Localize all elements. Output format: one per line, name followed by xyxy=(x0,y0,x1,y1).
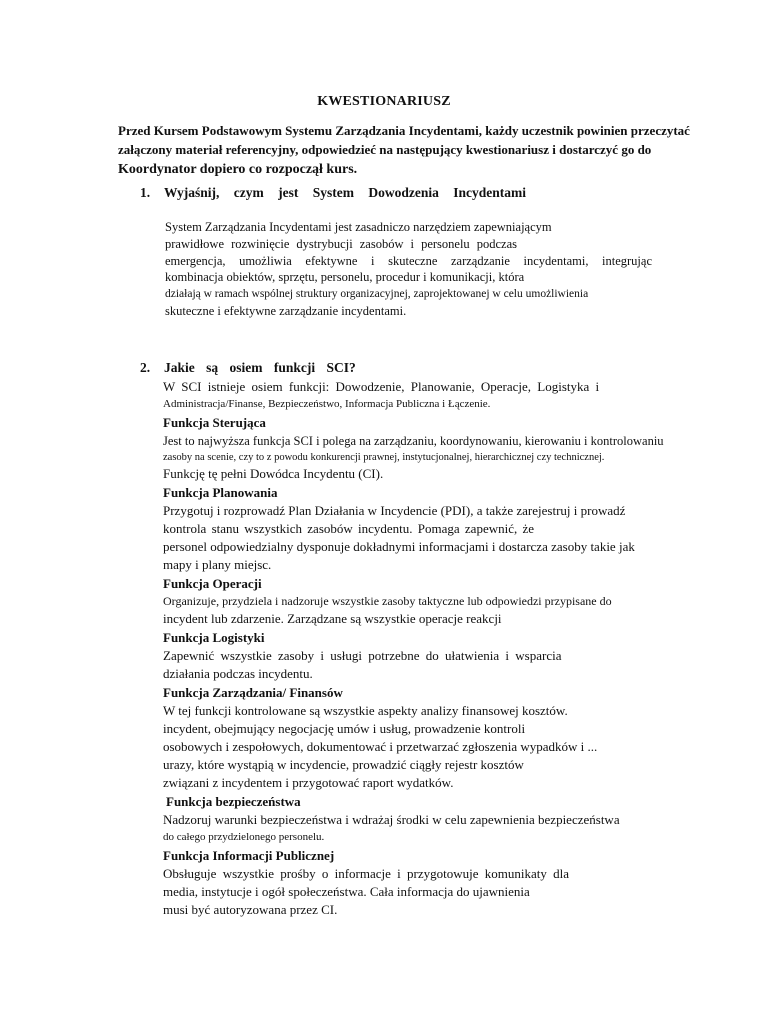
intro-line: Koordynator dopiero co rozpoczął kurs. xyxy=(118,162,358,177)
function-heading: Funkcja Sterująca xyxy=(163,415,266,430)
intro-paragraph xyxy=(118,121,718,180)
function-line: Nadzoruj warunki bezpieczeństwa i wdrażaj środki w celu zapewnienia bezpieczeństwa xyxy=(163,812,620,827)
function-line: kontrola stanu wszystkich zasobów incydentu. Pomaga zapewnić, że xyxy=(163,521,535,536)
function-line: do całego przydzielonego personelu. xyxy=(163,831,325,843)
function-heading: Funkcja bezpieczeństwa xyxy=(166,794,301,809)
function-heading: Funkcja Operacji xyxy=(163,576,262,591)
answer-line: działają w ramach wspólnej struktury organizacyjnej, zaprojektowanej w celu umożliwienia xyxy=(165,288,589,301)
answer-line: prawidłowe rozwinięcie dystrybucji zasobów i personelu podczas xyxy=(165,236,517,251)
function-heading: Funkcja Logistyki xyxy=(163,630,265,645)
function-heading: Funkcja Zarządzania/ Finansów xyxy=(163,685,343,700)
function-line: Organizuje, przydziela i nadzoruje wszystkie zasoby taktyczne lub odpowiedzi przypisane do xyxy=(163,594,612,608)
question-2 xyxy=(140,360,356,376)
function-line: Jest to najwyższa funkcja SCI i polega na zarządzaniu, koordynowaniu, kierowaniu i kontrolowaniu xyxy=(163,434,664,448)
answer-line: kombinacja obiektów, sprzętu, personelu, procedur i komunikacji, która xyxy=(165,270,525,285)
function-line: Funkcję tę pełni Dowódca Incydentu (CI). xyxy=(163,466,384,481)
function-line: osobowych i zespołowych, dokumentować i przetwarzać zgłoszenia wypadków i ... xyxy=(163,739,598,754)
function-line: incydent lub zdarzenie. Zarządzane są wszystkie operacje reakcji xyxy=(163,611,502,626)
function-line: media, instytucje i ogół społeczeństwa. Cała informacja do ujawnienia xyxy=(163,884,530,899)
function-line: musi być autoryzowana przez CI. xyxy=(163,902,338,917)
answer-line: System Zarządzania Incydentami jest zasadniczo narzędziem zapewniającym xyxy=(165,220,552,234)
function-line: związani z incydentem i przygotować raport wydatków. xyxy=(163,775,454,790)
intro-line: załączony materiał referencyjny, odpowiedzieć na następujący kwestionariusz i dostarczyć go do xyxy=(118,142,652,157)
function-line: Obsługuje wszystkie prośby o informacje i przygotowuje komunikaty dla xyxy=(163,866,569,881)
function-line: W tej funkcji kontrolowane są wszystkie aspekty analizy finansowej kosztów. xyxy=(163,703,568,718)
function-line: mapy i plany miejsc. xyxy=(163,557,272,572)
answer-line: W SCI istnieje osiem funkcji: Dowodzenie, Planowanie, Operacje, Logistyka i xyxy=(163,379,600,394)
function-line: personel odpowiedzialny dysponuje dokładnymi informacjami i dostarcza zasoby takie jak xyxy=(163,539,635,554)
question-number: 2. xyxy=(140,360,151,375)
question-text: Wyjaśnij, czym jest System Dowodzenia Incydentami xyxy=(164,185,526,200)
answer-1 xyxy=(165,219,670,320)
function-line: incydent, obejmujący negocjację umów i usług, prowadzenie kontroli xyxy=(163,721,526,736)
answer-line: emergencja, umożliwia efektywne i skuteczne zarządzanie incydentami, integrując xyxy=(165,253,652,268)
answer-line: Administracja/Finanse, Bezpieczeństwo, Informacja Publiczna i Łączenie. xyxy=(163,398,491,410)
document-title: KWESTIONARIUSZ xyxy=(317,94,451,109)
function-heading: Funkcja Planowania xyxy=(163,485,278,500)
question-number: 1. xyxy=(140,185,151,200)
function-line: zasoby na scenie, czy to z powodu konkurencji prawnej, instytucjonalnej, hierarchicznej czy technicznej. xyxy=(163,452,605,463)
function-heading: Funkcja Informacji Publicznej xyxy=(163,848,335,863)
intro-line: Przed Kursem Podstawowym Systemu Zarządzania Incydentami, każdy uczestnik powinien przeczytać xyxy=(118,123,690,138)
function-line: działania podczas incydentu. xyxy=(163,666,313,681)
answer-2 xyxy=(163,378,723,919)
function-line: Przygotuj i rozprowadź Plan Działania w Incydencie (PDI), a także zarejestruj i prowadź xyxy=(163,503,626,518)
question-text: Jakie są osiem funkcji SCI? xyxy=(164,360,356,375)
answer-line: skuteczne i efektywne zarządzanie incydentami. xyxy=(165,303,407,318)
question-1 xyxy=(140,185,526,201)
function-line: Zapewnić wszystkie zasoby i usługi potrzebne do ułatwienia i wsparcia xyxy=(163,648,562,663)
function-line: urazy, które wystąpią w incydencie, prowadzić ciągły rejestr kosztów xyxy=(163,757,524,772)
